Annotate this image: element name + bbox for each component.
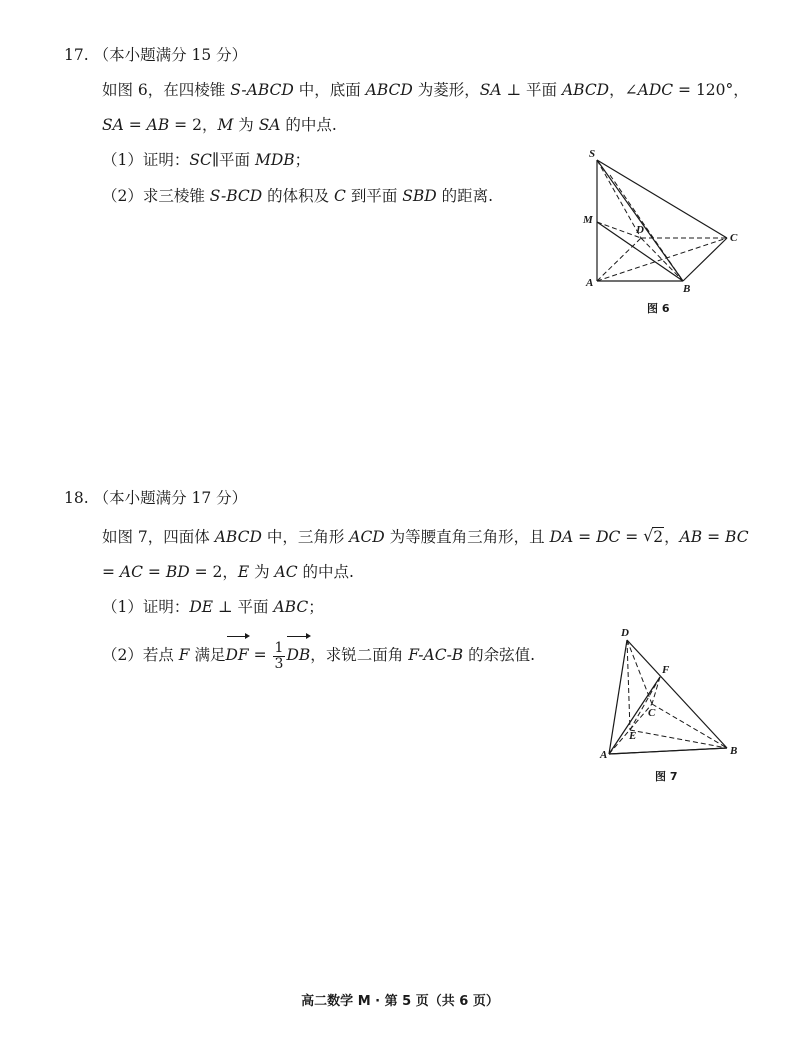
figure-6-caption: 图 6 (647, 302, 670, 315)
edge-DC (627, 640, 652, 704)
text: 满足 (189, 646, 226, 664)
vector-DB: DB (286, 638, 310, 672)
label-C: C (730, 232, 738, 244)
text: 为 (249, 563, 275, 581)
math: AC (274, 563, 298, 581)
text: （2）求三棱锥 (102, 187, 210, 205)
math: SA (258, 116, 281, 134)
numerator: 1 (274, 639, 284, 656)
math: F-AC-B (408, 646, 464, 664)
label-A: A (586, 277, 594, 289)
math: SA (102, 116, 124, 134)
math: AC (119, 563, 143, 581)
edge-DA (609, 640, 627, 754)
text: = 2， (189, 563, 238, 581)
text: 的余弦值. (463, 646, 536, 664)
q17-score: （本小题满分 15 分） (93, 46, 248, 64)
math: DC (596, 528, 621, 546)
radicand: 2 (653, 528, 664, 546)
math: AB (146, 116, 170, 134)
text: = (123, 116, 147, 134)
text: = (620, 528, 644, 546)
math: MDB (254, 151, 295, 169)
math: AB (679, 528, 703, 546)
edge-FC (652, 677, 660, 704)
label-S: S (589, 148, 596, 160)
text: 到平面 (345, 187, 403, 205)
q18-number: 18. (64, 489, 89, 507)
text: ； (294, 151, 311, 169)
math: ABCD (214, 528, 262, 546)
edge-DE (627, 640, 630, 730)
text: = (248, 646, 272, 664)
text: 的中点. (280, 116, 337, 134)
text: 中，三角形 (261, 528, 350, 546)
math: C (334, 187, 346, 205)
math: SBD (402, 187, 437, 205)
math: DE (189, 598, 214, 616)
text: ； (308, 598, 324, 616)
math: SC (189, 151, 212, 169)
math: M (217, 116, 234, 134)
text: = (102, 563, 120, 581)
math: SA (479, 81, 502, 99)
text: 为等腰直角三角形，且 (384, 528, 550, 546)
label-F: F (662, 664, 670, 676)
text: ∥平面 (211, 151, 255, 169)
text: ， (664, 528, 680, 546)
text: 如图 6，在四棱锥 (102, 81, 231, 99)
math: ∠ADC (624, 81, 674, 99)
text: 如图 7，四面体 (102, 528, 215, 546)
denominator: 3 (274, 655, 284, 672)
math: S-ABCD (230, 81, 294, 99)
text: 为菱形， (412, 81, 480, 99)
label-M: M (583, 214, 593, 226)
text: = (142, 563, 166, 581)
edge-FB-diag (609, 748, 727, 754)
math: ABCD (365, 81, 413, 99)
text: 为 (233, 116, 259, 134)
text: 的体积及 (262, 187, 335, 205)
text: ⊥ 平面 (501, 81, 562, 99)
math: BC (725, 528, 749, 546)
math: F (178, 646, 190, 664)
text: 的距离. (436, 187, 494, 205)
math: DA (549, 528, 574, 546)
text: ⊥ 平面 (213, 598, 274, 616)
text: （1）证明： (102, 151, 190, 169)
text: ， (609, 81, 625, 99)
text: 中，底面 (293, 81, 366, 99)
text: = (702, 528, 726, 546)
label-A: A (600, 749, 608, 761)
vector-DF: DF (226, 638, 249, 672)
math: ABCD (561, 81, 610, 99)
text: = (573, 528, 597, 546)
math: ACD (349, 528, 385, 546)
text: 的中点. (297, 563, 354, 581)
label-B: B (683, 283, 691, 295)
q18-score: （本小题满分 17 分） (93, 489, 248, 507)
math: E (237, 563, 250, 581)
label-E: E (629, 730, 637, 742)
text: ，求锐二面角 (310, 646, 409, 664)
text: = 2， (169, 116, 218, 134)
label-D: D (621, 627, 629, 639)
figure-7-caption: 图 7 (655, 770, 678, 783)
text: （2）若点 (102, 646, 179, 664)
math: S-BCD (209, 187, 263, 205)
page-footer: 高二数学 M · 第 5 页（共 6 页） (301, 994, 499, 1009)
text: = 120°， (673, 81, 749, 99)
text: （1）证明： (102, 598, 190, 616)
math: BD (165, 563, 190, 581)
label-D: D (636, 224, 644, 236)
label-B: B (730, 745, 738, 757)
q17-number: 17. (64, 46, 89, 64)
label-C: C (648, 707, 656, 719)
math: ABC (273, 598, 309, 616)
